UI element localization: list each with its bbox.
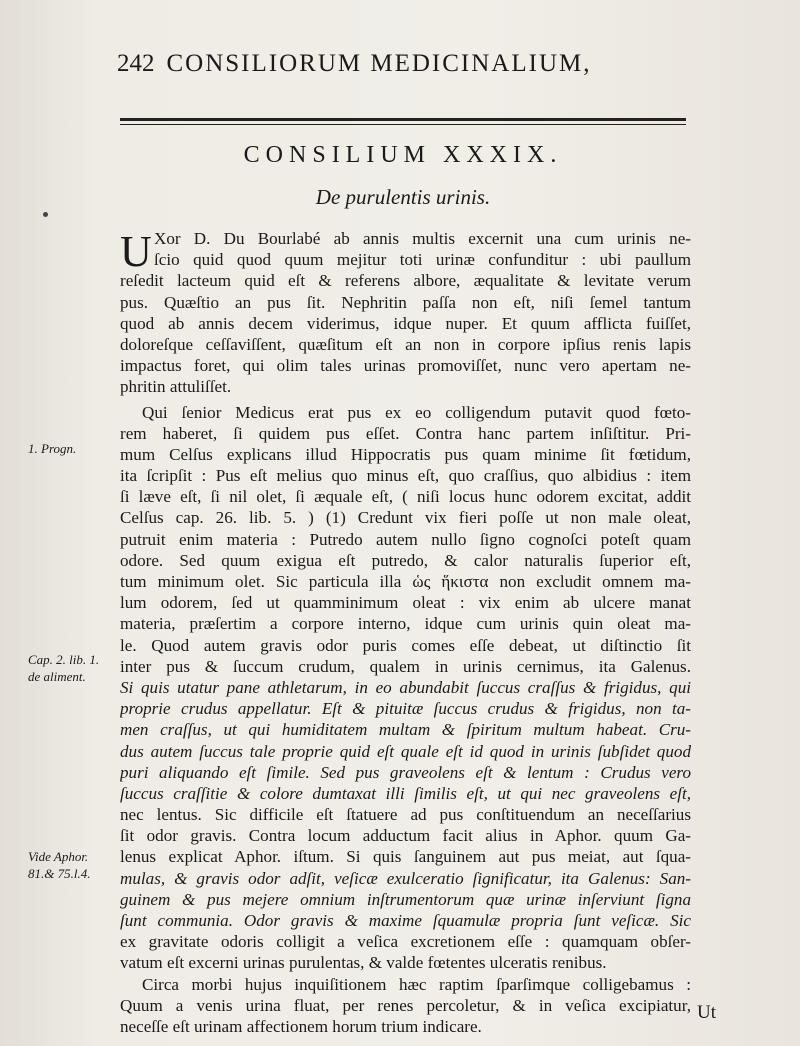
text-line: puri aliquando eſt ſimile. Sed pus graveolens eſt & lentum : Crudus vero (120, 762, 691, 782)
text-line: lenus explicat Aphor. iſtum. Si quis ſanguinem aut pus meiat, aut ſqua- (120, 847, 691, 867)
margin-note-aliment: de aliment. (28, 669, 86, 684)
header-rule-thick (120, 118, 686, 121)
text-line: materia, præſertim a corpore interno, idque cum urinis quin oleat ma- (120, 614, 691, 634)
margin-note-cap: Cap. 2. lib. 1. (28, 652, 100, 667)
text-line: ex gravitate odoris colligit a veſica excretionem eſſe : quamquam obſer- (120, 932, 691, 952)
text-line: neceſſe eſt urinam affectionem horum trium indicare. (120, 1016, 482, 1036)
margin-note-vide: Vide Aphor. (28, 849, 89, 864)
text-line: ſi læve eſt, ſi nil olet, ſi æquale eſt, ( niſi locus hunc odorem excitat, addit (120, 487, 691, 507)
text-line: Si quis utatur pane athletarum, in eo abundabit ſuccus craſſus & frigidus, qui (120, 677, 691, 697)
text-line: ſuccus craſſitie & colore dumtaxat illi ſimilis eſt, ut qui nec graveolens eſt, (120, 783, 691, 803)
text-line: ſcio quid quod quum mejitur toti urinæ confunditur : ubi paullum (154, 250, 691, 270)
text-line: guinem & pus mejere omnium inſtrumentorum quæ urinæ inſerviunt ſigna (120, 889, 691, 909)
text-line: le. Quod autem gravis odor puris comes eſſe debeat, ut diſtinctio ſit (120, 635, 691, 655)
text-line: vatum eſt excerni urinas purulentas, & valde fœtentes ulceratis renibus. (120, 953, 607, 973)
text-line: doloreſque ceſſaviſſent, quæſitum eſt an non in corpore ipſius renis lapis (120, 334, 691, 354)
running-head (117, 50, 677, 78)
text-line: putruit enim materia : Putredo autem nullo ſigno cognoſci poteſt quam (120, 529, 691, 549)
margin-note-aphor: 81.& 75.l.4. (28, 866, 91, 881)
text-line: ſit odor gravis. Contra locum adductum facit alius in Aphor. quum Ga- (120, 826, 691, 846)
text-line: quod ab annis decem viderimus, idque nuper. Et quum afflicta fuiſſet, (120, 313, 691, 333)
chapter-subheading: De purulentis urinis. (315, 185, 491, 209)
body-text (120, 228, 691, 1037)
page-number: 242 (117, 50, 155, 77)
text-line: pus. Quæſtio an pus ſit. Nephritin paſſa non eſt, niſi ſemel tantum (120, 292, 691, 312)
text-line: Quum a venis urina fluat, per renes percoletur, & in veſica excipiatur, (120, 995, 691, 1015)
text-line: proprie crudus appellatur. Eſt & pituitæ ſuccus crudus & frigidus, non ta- (120, 699, 691, 719)
text-line: reſedit lacteum quid eſt & referens albore, æqualitate & levitate verum (120, 271, 691, 291)
text-line: phritin attuliſſet. (120, 377, 232, 397)
text-line: Circa morbi hujus inquiſitionem hæc raptim ſparſimque colligebamus : (142, 974, 691, 994)
text-line: mulas, & gravis odor adſit, veſicæ exulceratio ſignificatur, ita Galenus: San- (120, 868, 691, 888)
text-line: dus autem ſuccus tale proprie quid eſt quale eſt id quod in urinis ſubſidet quod (120, 741, 691, 761)
text-line: men craſſus, ut qui humiditatem multam & ſpiritum multum habeat. Cru- (120, 720, 691, 740)
margin-note-progn: 1. Progn. (28, 441, 77, 456)
text-line: lum odorem, ſed ut quamminimum oleat : vix enim ab ulcere manat (120, 593, 691, 613)
text-line: tum minimum olet. Sic particula illa ὡς ἥκιστα non excludit omnem ma- (120, 572, 691, 591)
text-line: impactus foret, qui olim tales urinas promoviſſet, nunc vero apertam ne- (120, 356, 691, 376)
text-line: nec lentus. Sic difficile eſt ſtatuere ad pus conſtituendum an neceſſarius (120, 805, 691, 825)
text-line: ſunt communia. Odor gravis & maxime ſquamulæ propria ſunt veſicæ. Sic (120, 911, 691, 930)
text-line: Xor D. Du Bourlabé ab annis multis excernit una cum urinis ne- (154, 229, 691, 248)
running-title: CONSILIORUM MEDICINALIUM, (166, 50, 592, 77)
ink-speck (43, 212, 48, 217)
text-line: ita ſcripſit : Pus eſt melius quo minus eſt, quo craſſius, quo albidius : item (120, 466, 691, 486)
text-line: odore. Sed quum exigua eſt putredo, & calor naturalis ſuperior eſt, (120, 550, 691, 570)
text-line: inter pus & ſuccum crudum, qualem in urinis cernimus, ita Galenus. (120, 656, 691, 676)
chapter-heading: CONSILIUM XXXIX. (243, 142, 563, 168)
text-line: rem haberet, ſi quidem pus eſſet. Contra hanc partem inſiſtitur. Pri- (120, 423, 691, 443)
text-line: Celſus cap. 26. lib. 5. ) (1) Credunt vix fieri poſſe ut non male oleat, (120, 508, 691, 528)
text-line: mum Celſus explicans illud Hippocratis pus quam minime ſit fœtidum, (120, 444, 691, 464)
drop-cap: U (120, 227, 152, 276)
text-line: Qui ſenior Medicus erat pus ex eo colligendum putavit quod fœto- (142, 402, 691, 422)
header-rule-thin (120, 124, 686, 125)
catchword: Ut (697, 1002, 716, 1023)
